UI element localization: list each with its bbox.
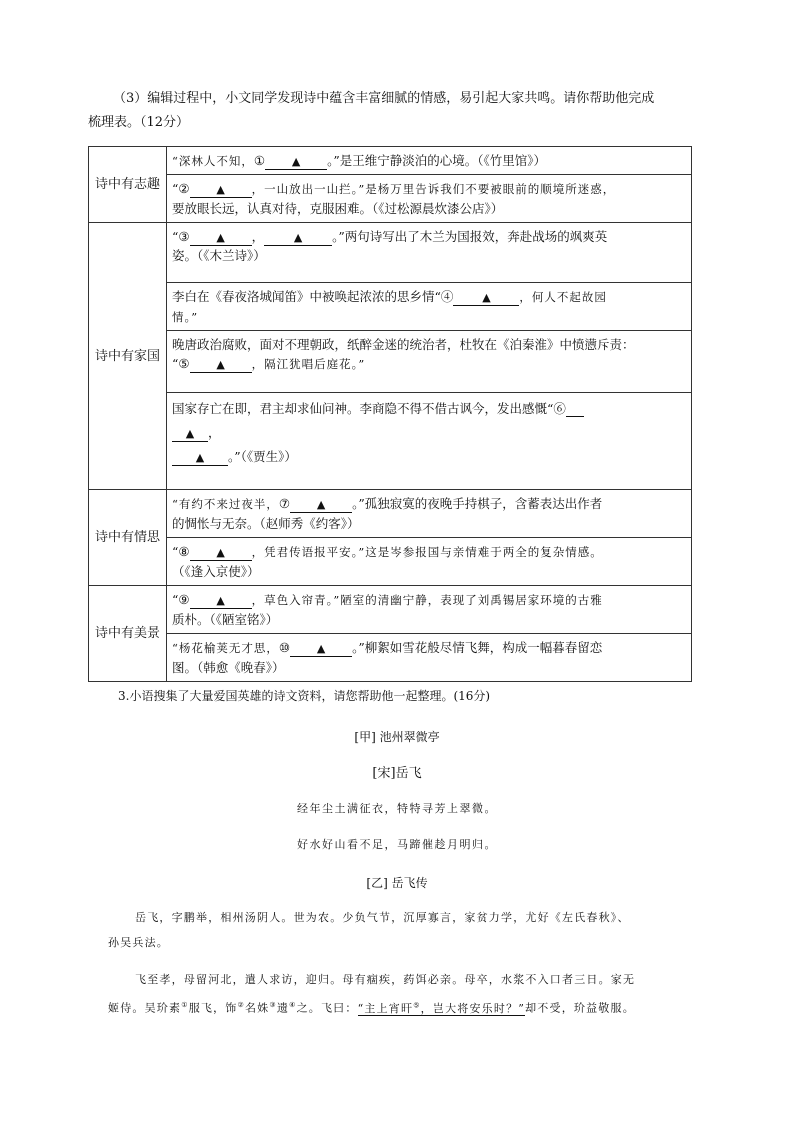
answer-blank-8[interactable]: ▲	[190, 545, 252, 561]
poem-author: [宋]岳飞	[372, 766, 422, 781]
underlined-sentence: “主上宵旰⑤，岂大将安乐时？”	[357, 1001, 526, 1015]
footnote-marker: ②	[237, 1001, 245, 1009]
footnote-marker: ④	[289, 1001, 297, 1009]
table-row-3: “③ ▲ ， ▲ 。”两句诗写出了木兰为国报效，奔赴战场的飒爽英 姿。（《木兰诗》）	[167, 223, 692, 283]
prose-paragraph-2-line-1: 飞至孝，母留河北，遣人求访，迎归。母有痼疾，药饵必亲。母卒，水浆不入口者三日。家无	[135, 973, 636, 986]
question-3-line-2: 梳理表。（12分）	[88, 115, 190, 130]
answer-blank-9[interactable]: ▲	[190, 593, 252, 609]
category-meijing: 诗中有美景	[89, 586, 167, 682]
prose-paragraph-1-line-2: 孙吴兵法。	[108, 936, 169, 949]
table-row-6: 国家存亡在即，君主却求仙问神。李商隐不得不借古讽今，发出感慨“⑥ ▲ ， ▲ 。”（《贾生》）	[167, 393, 692, 490]
table-row-10: “杨花榆荚无才思，⑩ ▲ 。”柳絮如雪花般尽情飞舞，构成一幅暮春留恋 图。（韩愈《晚春》）	[167, 634, 692, 682]
category-zhiqu: 诗中有志趣	[89, 147, 167, 223]
footnote-marker: ③	[269, 1001, 277, 1009]
question-3-heading: 3.小语搜集了大量爱国英雄的诗文资料，请您帮助他一起整理。(16分)	[118, 689, 491, 703]
category-qingsi: 诗中有情思	[89, 490, 167, 586]
poem-line-2: 好水好山看不足，马蹄催趁月明归。	[297, 838, 497, 851]
answer-blank-5[interactable]: ▲	[190, 357, 252, 373]
answer-blank-3b[interactable]: ▲	[264, 230, 332, 246]
footnote-marker: ①	[181, 1001, 189, 1009]
answer-blank-4[interactable]: ▲	[453, 290, 519, 306]
table-row-2: “② ▲ ，一山放出一山拦。”是杨万里告诉我们不要被眼前的顺境所迷惑， 要放眼长远，认真对待，克服困难。（《过松源晨炊漆公店》）	[167, 175, 692, 223]
prose-paragraph-1-line-1: 岳飞，字鹏举，相州汤阴人。世为农。少负气节，沉厚寡言，家贫力学，尤好《左氏春秋》、	[135, 911, 630, 924]
poetry-sorting-table	[88, 146, 692, 682]
category-jiaguo: 诗中有家国	[89, 223, 167, 490]
answer-blank-3a[interactable]: ▲	[190, 230, 252, 246]
answer-blank-7[interactable]: ▲	[290, 497, 352, 513]
answer-blank-2[interactable]: ▲	[190, 182, 252, 198]
poem-title: [甲] 池州翠微亭	[354, 730, 440, 744]
prose-title: [乙] 岳飞传	[366, 876, 428, 890]
table-row-5: 晚唐政治腐败，面对不理朝政，纸醉金迷的统治者，杜牧在《泊秦淮》中愤懑斥责： “⑤ ▲ ，隔江犹唱后庭花。”	[167, 331, 692, 393]
table-row-8: “⑧ ▲ ，凭君传语报平安。”这是岑参报国与亲情难于两全的复杂情感。 （《逢入京使》）	[167, 538, 692, 586]
answer-blank-6a[interactable]: ▲	[172, 426, 208, 442]
answer-blank-1[interactable]: ▲	[265, 154, 327, 170]
answer-blank-6a-start[interactable]	[566, 402, 584, 417]
prose-paragraph-2-line-2: 姬侍。吴玠素①服飞，饰②名姝③遗④之。飞曰：“主上宵旰⑤，岂大将安乐时？”却不受，玠益敬服。	[108, 1001, 635, 1015]
table-row-4: 李白在《春夜洛城闻笛》中被唤起浓浓的思乡情“④ ▲ ，何人不起故园 情。”	[167, 283, 692, 331]
table-row-7: “有约不来过夜半，⑦ ▲ 。”孤独寂寞的夜晚手持棋子，含蓄表达出作者 的惆怅与无奈。（赵师秀《约客》）	[167, 490, 692, 538]
answer-blank-10[interactable]: ▲	[290, 641, 352, 657]
answer-blank-6b[interactable]: ▲	[172, 450, 228, 466]
poem-line-1: 经年尘土满征衣，特特寻芳上翠微。	[297, 802, 497, 815]
table-row-9: “⑨ ▲ ，草色入帘青。”陋室的清幽宁静，表现了刘禹锡居家环境的古雅 质朴。（《陋室铭》）	[167, 586, 692, 634]
question-3-line-1: （3）编辑过程中，小文同学发现诗中蕴含丰富细腻的情感，易引起大家共鸣。请你帮助他完成	[113, 91, 655, 106]
table-row-1: “深林人不知，① ▲ 。”是王维宁静淡泊的心境。（《竹里馆》）	[167, 147, 692, 175]
